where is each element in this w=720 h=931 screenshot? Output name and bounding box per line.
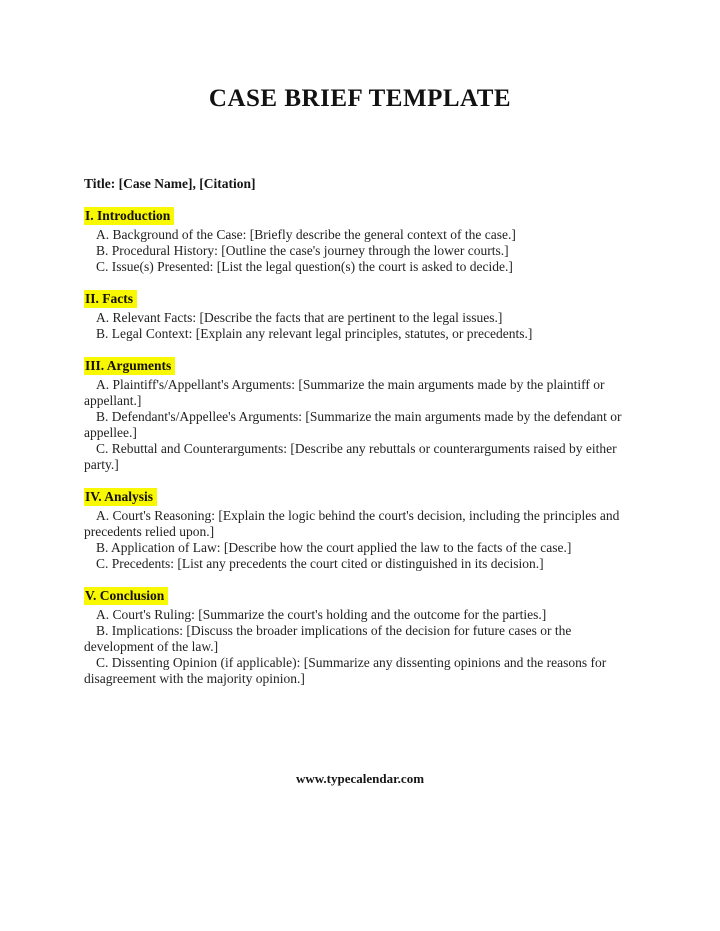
- section-heading: [84, 489, 638, 505]
- section-heading: [84, 208, 638, 224]
- template-item: B. Legal Context: [Explain any relevant legal principles, statutes, or precedents.]: [96, 326, 533, 341]
- highlighted-heading-text: I. Introduction: [84, 207, 174, 225]
- template-item: B. Defendant's/Appellee's Arguments: [Summarize the main arguments made by the defendant or appellee.]: [84, 409, 622, 440]
- footer-website-text: www.typecalendar.com: [295, 771, 425, 786]
- section-heading: [84, 358, 638, 374]
- template-item: A. Plaintiff's/Appellant's Arguments: [Summarize the main arguments made by the plaintiff or appellant.]: [84, 377, 605, 408]
- template-item: B. Implications: [Discuss the broader implications of the decision for future cases or the development of the law.]: [84, 623, 572, 654]
- highlighted-heading-text: II. Facts: [84, 290, 137, 308]
- template-item: B. Application of Law: [Describe how the court applied the law to the facts of the case.]: [96, 540, 572, 555]
- template-item: A. Background of the Case: [Briefly describe the general context of the case.]: [96, 227, 516, 242]
- section-analysis: [84, 489, 638, 572]
- section-conclusion: [84, 588, 638, 687]
- template-item: A. Court's Ruling: [Summarize the court's holding and the outcome for the parties.]: [96, 607, 547, 622]
- section-facts: [84, 291, 638, 342]
- document-title: CASE BRIEF TEMPLATE: [208, 85, 512, 112]
- template-item: B. Procedural History: [Outline the case's journey through the lower courts.]: [96, 243, 509, 258]
- template-item: C. Dissenting Opinion (if applicable): [Summarize any dissenting opinions and the reasons for disagreement with the majority opinion.]: [84, 655, 607, 686]
- highlighted-heading-text: IV. Analysis: [84, 488, 157, 506]
- section-heading: [84, 588, 638, 604]
- section-arguments: [84, 358, 638, 473]
- highlighted-heading-text: V. Conclusion: [84, 587, 168, 605]
- template-item: C. Precedents: [List any precedents the court cited or distinguished in its decision.]: [96, 556, 544, 571]
- template-item: A. Relevant Facts: [Describe the facts that are pertinent to the legal issues.]: [96, 310, 503, 325]
- section-introduction: [84, 208, 638, 275]
- template-item: C. Rebuttal and Counterarguments: [Describe any rebuttals or counterarguments raised by either party.]: [84, 441, 617, 472]
- highlighted-heading-text: III. Arguments: [84, 357, 175, 375]
- template-item: A. Court's Reasoning: [Explain the logic behind the court's decision, including the principles and precedents relied upon.]: [84, 508, 620, 539]
- template-item: C. Issue(s) Presented: [List the legal question(s) the court is asked to decide.]: [96, 259, 513, 274]
- case-title-line: Title: [Case Name], [Citation]: [84, 176, 256, 191]
- section-heading: [84, 291, 638, 307]
